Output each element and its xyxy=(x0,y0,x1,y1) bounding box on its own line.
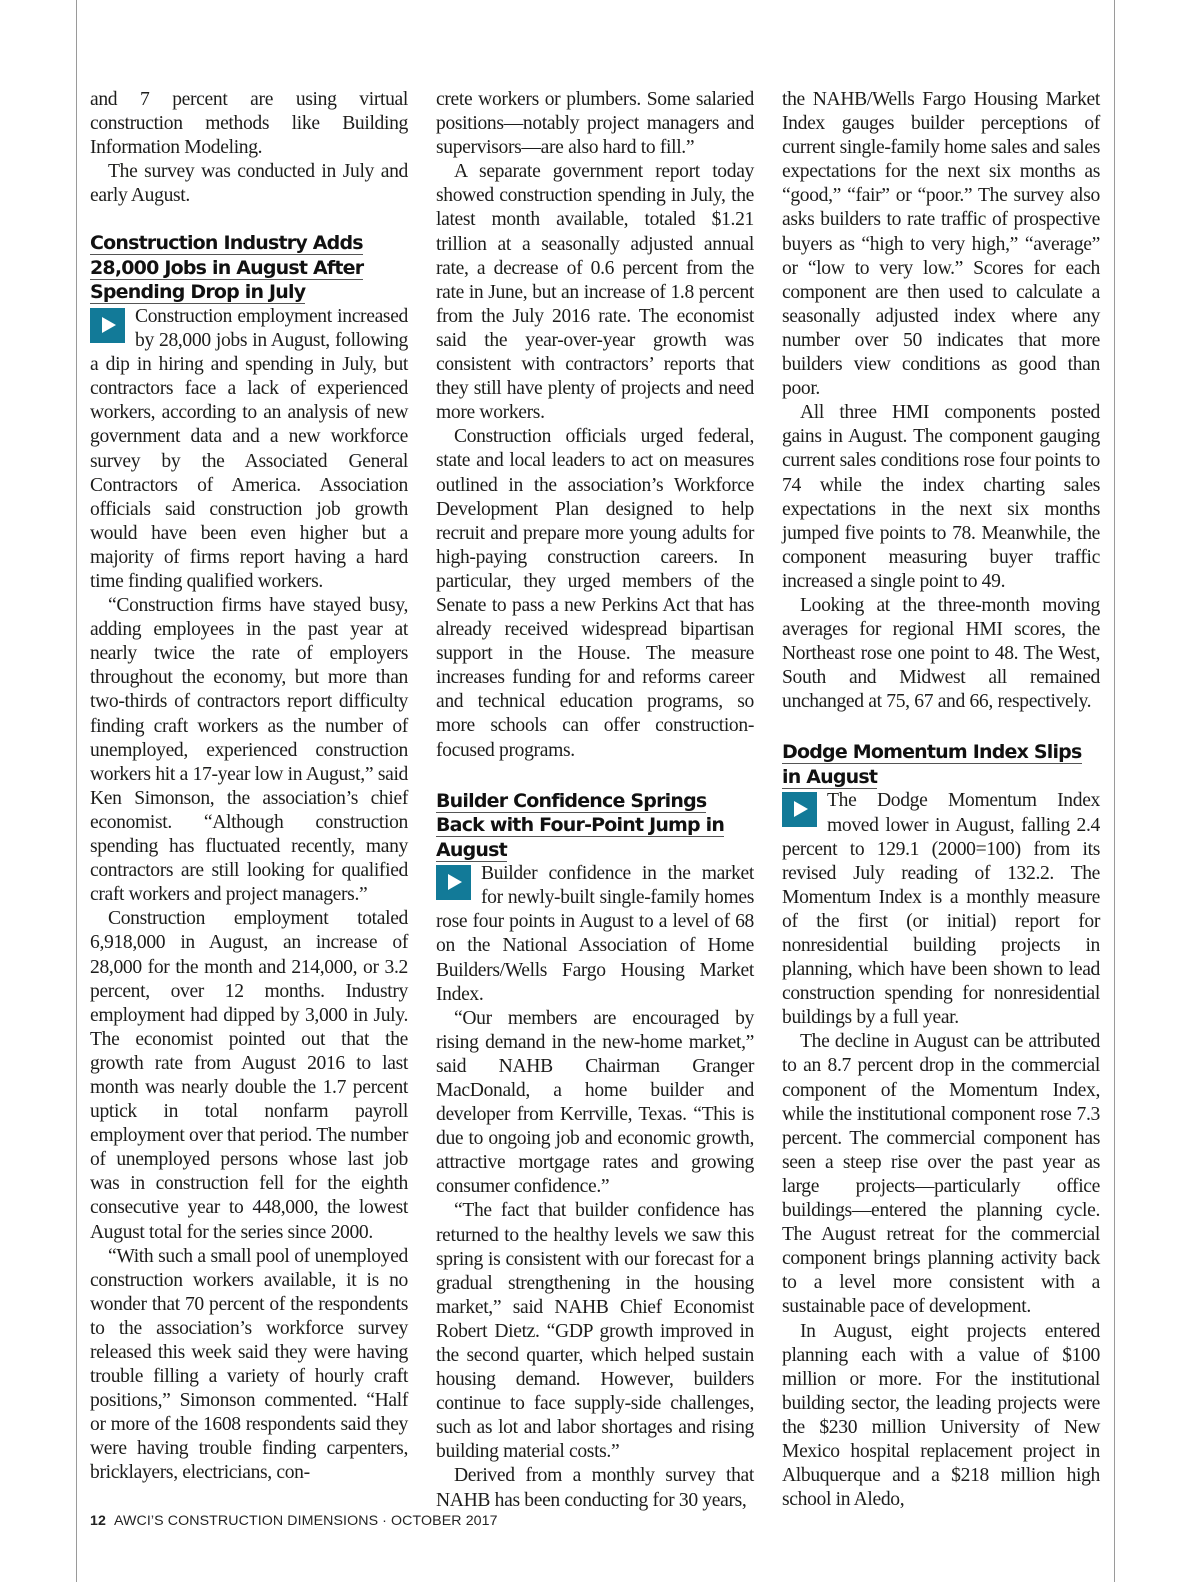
publication-line: AWCI’S CONSTRUCTION DIMENSIONS · OCTOBER 2017 xyxy=(113,1513,498,1529)
paragraph: “With such a small pool of unemployed construction workers available, it is no wonder that 70 percent of the respondents to the association’s workforce survey released this week said they were having trouble filling a variety of hourly craft positions,” Simonson commented. “Half or more of the 1608 respondents said they were having trouble finding carpenters, bricklayers, electricians, con- xyxy=(90,1245,408,1484)
section-heading-builder-confidence: Builder Confidence Springs Back with Four-Point Jump in August xyxy=(436,789,725,861)
play-icon xyxy=(782,792,817,827)
paragraph: Derived from a monthly survey that NAHB has been conducting for 30 years, xyxy=(436,1465,754,1511)
page-number: 12 xyxy=(90,1513,106,1529)
lead-paragraph: Builder confidence in the market for newly-built single-family homes rose four points in August to a level of 68 on the National Association of Home Builders/Wells Fargo Housing Market Index. xyxy=(436,863,754,1005)
paragraph: “The fact that builder confidence has returned to the healthy levels we saw this spring is consistent with our forecast for a gradual strengthening in the housing market,” said NAHB Chief Economist Robert Dietz. “GDP growth improved in the second quarter, which helped sustain housing demand. However, builders continue to face supply-side challenges, such as lot and labor shortages and rising building material costs.” xyxy=(436,1200,754,1463)
paragraph: A separate government report today showed construction spending in July, the latest month available, totaled $1.21 trillion at a seasonally adjusted annual rate, a decrease of 0.6 percent from the rate in June, but an increase of 1.8 percent from the July 2016 rate. The economist said the year-over-year growth was consistent with contractors’ reports that they still have plenty of projects and need more workers. xyxy=(436,161,754,424)
paragraph: In August, eight projects entered planning each with a value of $100 million or more. For the institutional building sector, the leading projects were the $230 million University of New Mexico hospital replacement project in Albuquerque and a $218 million high school in Aledo, xyxy=(782,1320,1100,1511)
article-column-2 xyxy=(436,88,754,1513)
section-heading-construction-jobs: Construction Industry Adds 28,000 Jobs in August After Spending Drop in July xyxy=(90,232,364,304)
paragraph: the NAHB/Wells Fargo Housing Market Index gauges builder perceptions of current single-family home sales and sales expectations for the next six months as “good,” “fair” or “poor.” The survey also asks builders to rate traffic of prospective buyers as “high to very high,” “average” or “low to very low.” Scores for each component are then used to calculate a seasonally adjusted index where any number over 50 indicates that more builders view conditions as good than poor. xyxy=(782,89,1100,400)
paragraph: The decline in August can be attributed to an 8.7 percent drop in the commercial component of the Momentum Index, while the institutional component rose 7.3 percent. The commercial component has seen a steep rise over the past year as large projects—particularly office buildings—entered the planning cycle. The August retreat for the commercial component brings planning activity back to a level more consistent with a sustainable pace of development. xyxy=(782,1031,1100,1318)
paragraph: “Construction firms have stayed busy, adding employees in the past year at nearly twice the rate of employers throughout the economy, but more than two-thirds of contractors report difficulty finding craft workers as the number of unemployed, experienced construction workers hit a 17-year low in August,” said Ken Simonson, the association’s chief economist. “Although construction spending has fluctuated recently, many contractors are still looking for qualified craft workers and project managers.” xyxy=(90,595,408,906)
section-heading-dodge-momentum: Dodge Momentum Index Slips in August xyxy=(782,741,1082,788)
page-footer xyxy=(90,1513,498,1529)
paragraph: The survey was conducted in July and early August. xyxy=(90,161,408,207)
play-icon xyxy=(436,865,471,900)
article-column-3 xyxy=(782,88,1100,1512)
lead-paragraph: Construction employment increased by 28,000 jobs in August, following a dip in hiring and spending in July, but contractors face a lack of experienced workers, according to an analysis of new government data and a new workforce survey by the Associated General Contractors of America. Association officials said construction job growth would have been even higher but a majority of firms report having a hard time finding qualified workers. xyxy=(90,305,408,592)
paragraph: “Our members are encouraged by rising demand in the new-home market,” said NAHB Chairman Granger MacDonald, a home builder and developer from Kerrville, Texas. “This is due to ongoing job and economic growth, attractive mortgage rates and growing consumer confidence.” xyxy=(436,1007,754,1198)
lead-paragraph: The Dodge Momentum Index moved lower in August, falling 2.4 percent to 129.1 (2000=100) from its revised July reading of 132.2. The Momentum Index is a monthly measure of the first (or initial) report for nonresidential building projects in planning, which have been shown to lead construction spending for nonresidential buildings by a full year. xyxy=(782,790,1100,1029)
paragraph: and 7 percent are using virtual construction methods like Building Information Modeling. xyxy=(90,89,408,159)
paragraph: Looking at the three-month moving averages for regional HMI scores, the Northeast rose one point to 48. The West, South and Midwest all remained unchanged at 75, 67 and 66, respectively. xyxy=(782,594,1100,713)
play-icon xyxy=(90,308,125,343)
paragraph: crete workers or plumbers. Some salaried positions—notably project managers and supervisors—are also hard to fill.” xyxy=(436,89,754,159)
article-column-1 xyxy=(90,88,408,1486)
paragraph: Construction officials urged federal, state and local leaders to act on measures outlined in the association’s Workforce Development Plan designed to help recruit and prepare more young adults for high-paying construction careers. In particular, they urged members of the Senate to pass a new Perkins Act that has already received widespread bipartisan support in the House. The measure increases funding for and reforms career and technical education programs, so more schools can offer construction-focused programs. xyxy=(436,426,754,761)
paragraph: Construction employment totaled 6,918,000 in August, an increase of 28,000 for the month and 214,000, or 3.2 percent, over 12 months. Industry employment had dipped by 3,000 in July. The economist pointed out that the growth rate from August 2016 to last month was nearly double the 1.7 percent uptick in total nonfarm payroll employment over that period. The number of unemployed persons whose last job was in construction fell for the eighth consecutive year to 448,000, the lowest August total for the series since 2000. xyxy=(90,908,408,1243)
page-left-rule xyxy=(76,0,77,1582)
paragraph: All three HMI components posted gains in August. The component gauging current sales conditions rose four points to 74 while the index charting sales expectations in the next six months jumped five points to 78. Meanwhile, the component measuring buyer traffic increased a single point to 49. xyxy=(782,402,1100,592)
page-right-rule xyxy=(1114,0,1115,1582)
